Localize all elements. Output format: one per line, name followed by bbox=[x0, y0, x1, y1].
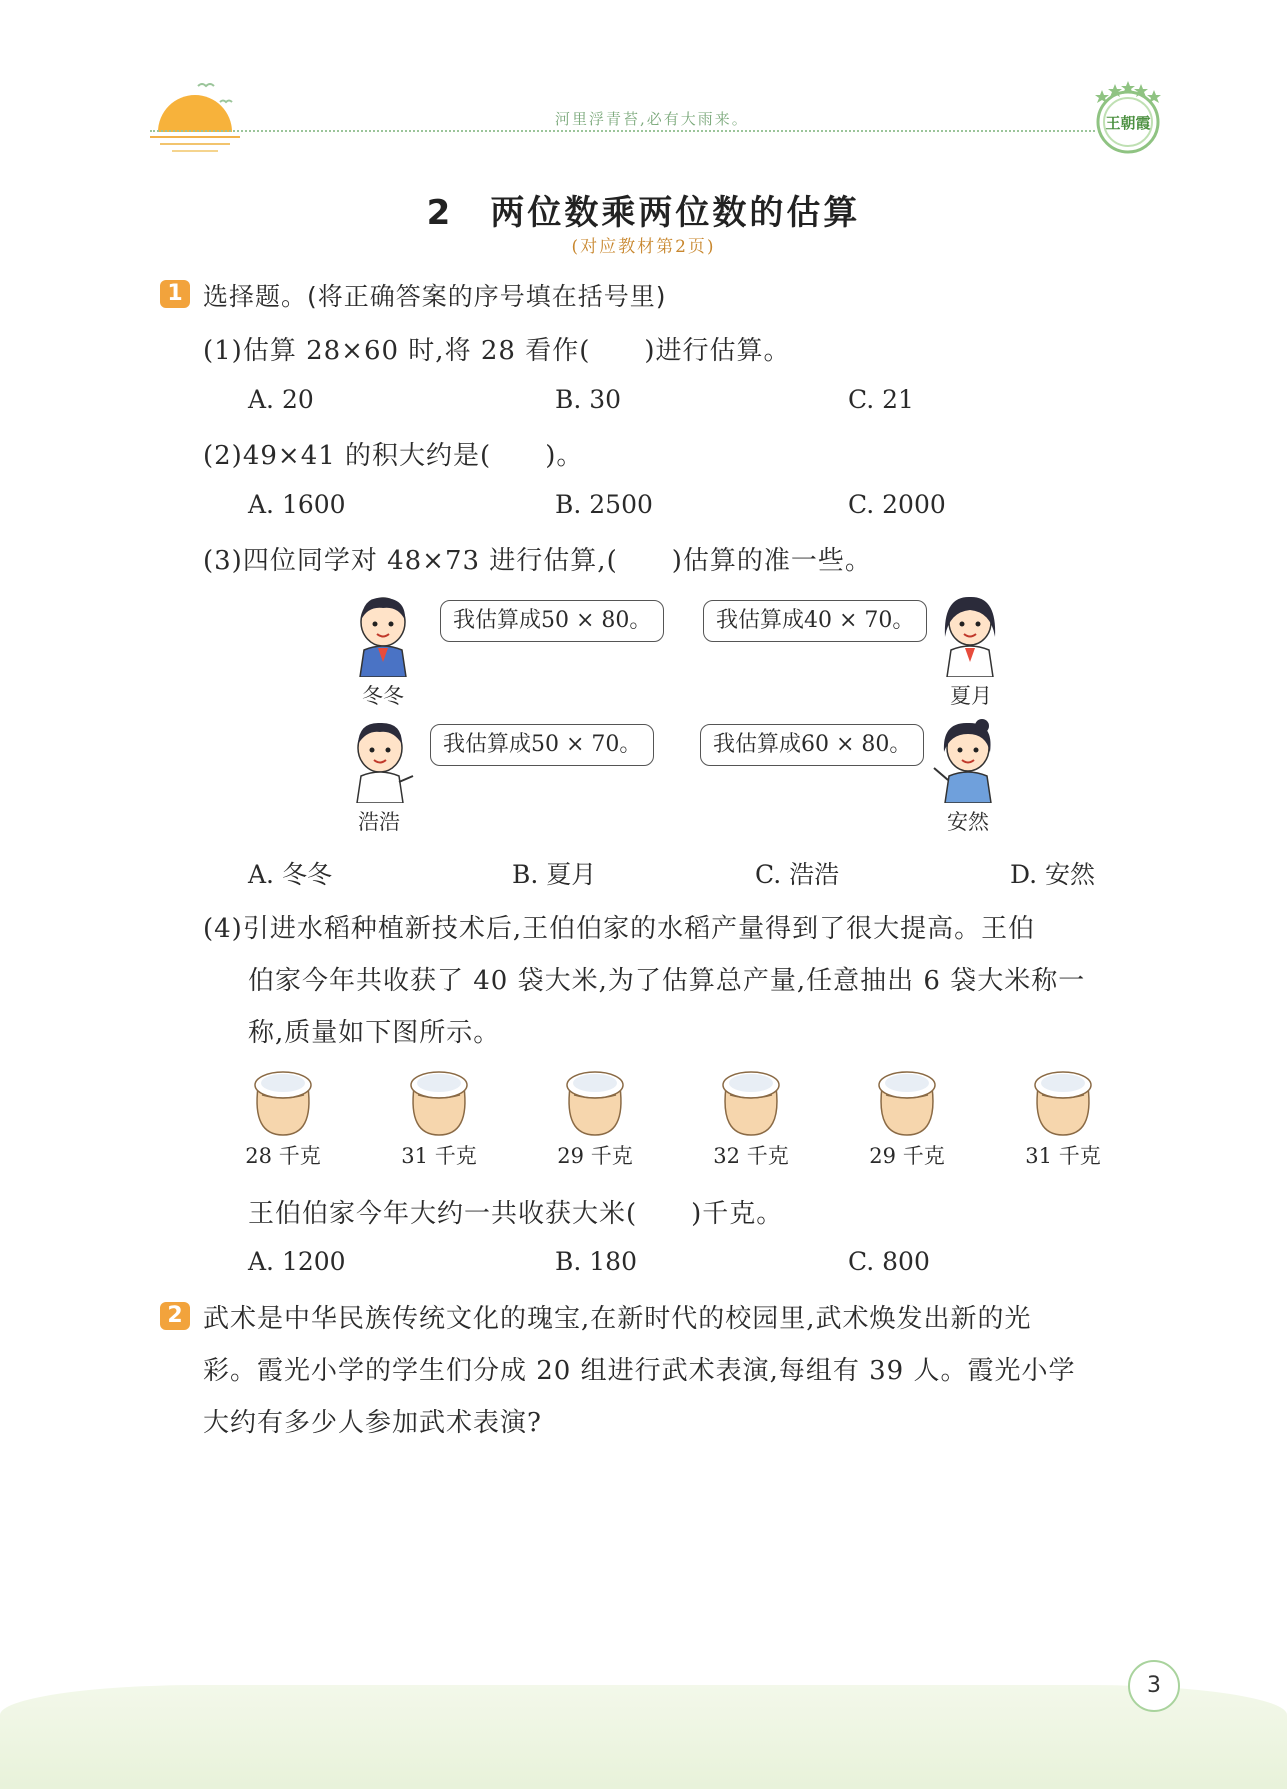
question-1-prompt: 选择题。(将正确答案的序号填在括号里) bbox=[203, 282, 667, 311]
question-1-badge: 1 bbox=[160, 280, 190, 308]
rice-bag-label: 29 千克 bbox=[557, 1144, 633, 1168]
rice-bag-icon bbox=[716, 1065, 786, 1137]
rice-bag-label: 29 千克 bbox=[869, 1144, 945, 1168]
rice-bag-label: 31 千克 bbox=[1025, 1144, 1101, 1168]
q1-sub4-line-2: 伯家今年共收获了 40 袋大米,为了估算总产量,任意抽出 6 袋大米称一 bbox=[248, 966, 1086, 996]
speech-bubble-xiayue: 我估算成40 × 70。 bbox=[703, 600, 927, 642]
rice-bag-label: 31 千克 bbox=[401, 1144, 477, 1168]
q1-sub3-text: (3)四位同学对 48×73 进行估算,( )估算的准一些。 bbox=[203, 546, 872, 576]
rice-bag-icon bbox=[248, 1065, 318, 1137]
q1-sub1-option-c: C. 21 bbox=[848, 385, 914, 414]
kid-name-haohao: 浩浩 bbox=[358, 810, 400, 834]
q1-sub4-line-1: (4)引进水稻种植新技术后,王伯伯家的水稻产量得到了很大提高。王伯 bbox=[203, 914, 1036, 944]
kid-name-anran: 安然 bbox=[947, 810, 989, 834]
logo-lettering: 王朝霞 bbox=[1105, 114, 1151, 132]
page-title: 2 两位数乘两位数的估算 bbox=[426, 193, 861, 233]
q1-sub1-option-a: A. 20 bbox=[248, 385, 314, 414]
speech-bubble-anran: 我估算成60 × 80。 bbox=[700, 724, 924, 766]
header-motto: 河里浮青苔,必有大雨来。 bbox=[555, 110, 749, 128]
q1-sub4-option-c: C. 800 bbox=[848, 1247, 930, 1276]
speech-bubble-haohao: 我估算成50 × 70。 bbox=[430, 724, 654, 766]
girl-anran-icon bbox=[930, 718, 1000, 803]
rice-bag-icon bbox=[872, 1065, 942, 1137]
q1-sub2-text: (2)49×41 的积大约是( )。 bbox=[203, 441, 584, 471]
rice-bag-icon bbox=[1028, 1065, 1098, 1137]
header-divider bbox=[150, 130, 1095, 132]
q2-line-1: 武术是中华民族传统文化的瑰宝,在新时代的校园里,武术焕发出新的光 bbox=[203, 1304, 1032, 1334]
page-number: 3 bbox=[1128, 1660, 1180, 1712]
kid-name-xiayue: 夏月 bbox=[950, 684, 992, 708]
q1-sub2-option-b: B. 2500 bbox=[555, 490, 653, 519]
q2-line-3: 大约有多少人参加武术表演? bbox=[203, 1408, 542, 1438]
q1-sub4-option-b: B. 180 bbox=[555, 1247, 637, 1276]
q1-sub4-line-3: 称,质量如下图所示。 bbox=[248, 1018, 501, 1048]
rice-bag-icon bbox=[560, 1065, 630, 1137]
q1-sub3-option-a: A. 冬冬 bbox=[248, 860, 332, 889]
q2-line-2: 彩。霞光小学的学生们分成 20 组进行武术表演,每组有 39 人。霞光小学 bbox=[203, 1356, 1076, 1386]
boy-dongdong-icon bbox=[348, 592, 418, 677]
q1-sub3-option-b: B. 夏月 bbox=[512, 860, 597, 889]
q1-sub3-option-d: D. 安然 bbox=[1010, 860, 1096, 889]
page-subtitle: (对应教材第2页) bbox=[571, 237, 716, 257]
speech-bubble-dongdong: 我估算成50 × 80。 bbox=[440, 600, 664, 642]
rice-bag-label: 32 千克 bbox=[713, 1144, 789, 1168]
girl-xiayue-icon bbox=[935, 592, 1005, 677]
boy-haohao-icon bbox=[345, 718, 415, 803]
q1-sub4-question: 王伯伯家今年大约一共收获大米( )千克。 bbox=[248, 1199, 784, 1229]
footer-background bbox=[0, 1685, 1287, 1789]
question-2-badge: 2 bbox=[160, 1302, 190, 1330]
q1-sub1-option-b: B. 30 bbox=[555, 385, 622, 414]
kid-name-dongdong: 冬冬 bbox=[362, 684, 404, 708]
q1-sub1-text: (1)估算 28×60 时,将 28 看作( )进行估算。 bbox=[203, 336, 791, 366]
q1-sub2-option-a: A. 1600 bbox=[248, 490, 346, 519]
brand-logo-icon bbox=[1088, 78, 1168, 158]
q1-sub4-option-a: A. 1200 bbox=[248, 1247, 346, 1276]
sun-icon bbox=[150, 80, 240, 160]
rice-bag-icon bbox=[404, 1065, 474, 1137]
q1-sub2-option-c: C. 2000 bbox=[848, 490, 946, 519]
q1-sub3-option-c: C. 浩浩 bbox=[755, 860, 840, 889]
rice-bag-label: 28 千克 bbox=[245, 1144, 321, 1168]
